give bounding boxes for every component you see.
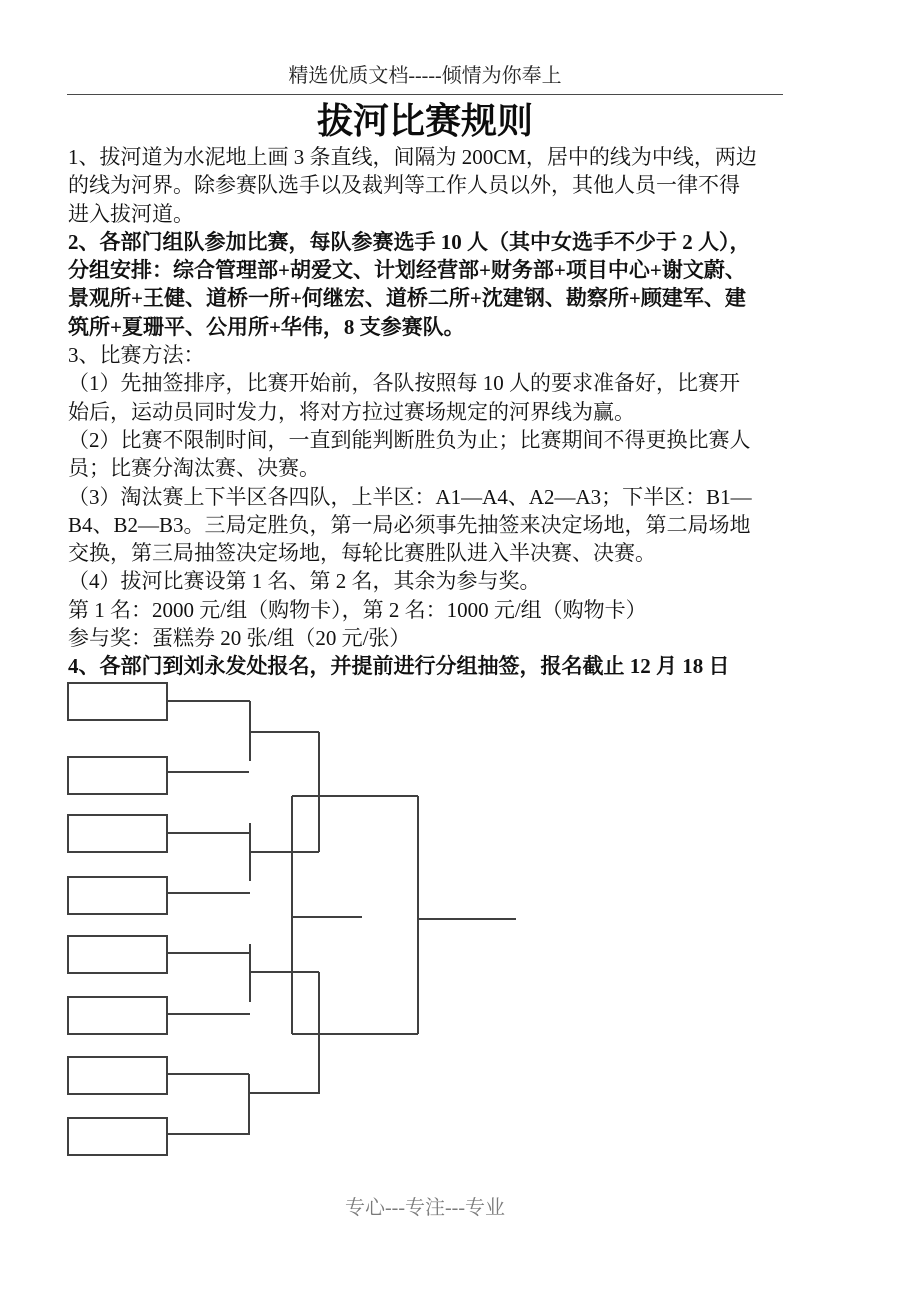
text-line: 交换，第三局抽签决定场地，每轮比赛胜队进入半决赛、决赛。: [68, 541, 656, 566]
bracket-lines: [167, 701, 516, 1134]
text-line: 2、各部门组队参加比赛，每队参赛选手 10 人（其中女选手不少于 2 人），: [68, 229, 751, 254]
bracket-slot-4: [68, 877, 167, 914]
bracket-slot-2: [68, 757, 167, 794]
text-line: B4、B2—B3。三局定胜负，第一局必须事先抽签来决定场地，第二局场地: [68, 512, 751, 537]
text-line: 4、各部门到刘永发处报名，并提前进行分组抽签，报名截止 12 月 18 日: [68, 654, 730, 679]
bracket-slot-1: [68, 683, 167, 720]
page-footer: 专心---专注---专业: [345, 1197, 505, 1219]
bracket-slot-3: [68, 815, 167, 852]
text-line: 员；比赛分淘汰赛、决赛。: [68, 456, 320, 481]
bracket-slot-8: [68, 1118, 167, 1155]
text-line: 1、拔河道为水泥地上画 3 条直线，间隔为 200CM，居中的线为中线，两边: [68, 145, 757, 169]
page-title: 拔河比赛规则: [316, 101, 533, 141]
bracket-slot-7: [68, 1057, 167, 1094]
text-line: 的线为河界。除参赛队选手以及裁判等工作人员以外，其他人员一律不得: [68, 173, 740, 198]
text-line: （1）先抽签排序，比赛开始前，各队按照每 10 人的要求准备好，比赛开: [68, 371, 740, 396]
text-line: 分组安排：综合管理部+胡爱文、计划经营部+财务部+项目中心+谢文蔚、: [68, 258, 746, 283]
text-line: （2）比赛不限制时间，一直到能判断胜负为止；比赛期间不得更换比赛人: [68, 427, 751, 452]
text-line: 3、比赛方法：: [68, 343, 205, 368]
text-line: 始后，运动员同时发力，将对方拉过赛场规定的河界线为赢。: [68, 399, 635, 424]
text-line: 景观所+王健、道桥一所+何继宏、道桥二所+沈建钢、勘察所+顾建军、建: [68, 286, 746, 311]
bracket-slot-6: [68, 997, 167, 1034]
page-header: 精选优质文档-----倾情为你奉上: [288, 65, 562, 87]
text-line: 进入拔河道。: [68, 201, 194, 226]
bracket-slot-5: [68, 936, 167, 973]
text-line: 第 1 名：2000 元/组（购物卡），第 2 名：1000 元/组（购物卡）: [68, 597, 647, 622]
text-line: （4）拔河比赛设第 1 名、第 2 名，其余为参与奖。: [68, 569, 541, 594]
text-line: 筑所+夏珊平、公用所+华伟，8 支参赛队。: [68, 314, 465, 339]
text-line: 参与奖：蛋糕券 20 张/组（20 元/张）: [68, 626, 411, 651]
text-line: （3）淘汰赛上下半区各四队，上半区：A1—A4、A2—A3；下半区：B1—: [68, 484, 752, 509]
